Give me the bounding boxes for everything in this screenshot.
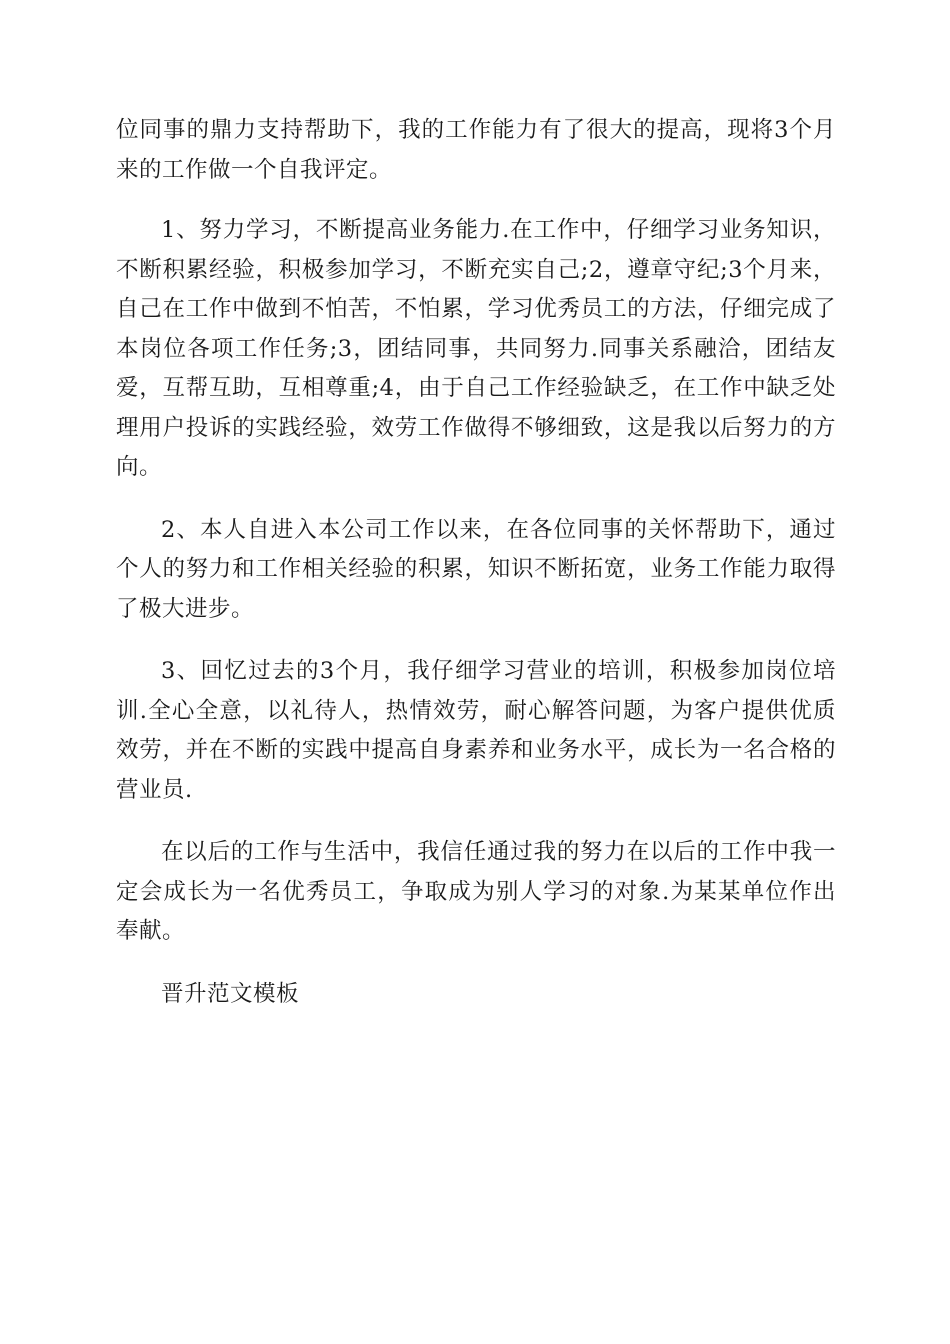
paragraph-intro-continuation: 位同事的鼎力支持帮助下，我的工作能力有了很大的提高，现将3个月来的工作做一个自我评定。: [116, 117, 836, 183]
paragraph-point-2: 2、本人自进入本公司工作以来，在各位同事的关怀帮助下，通过个人的努力和工作相关经验的积累，知识不断拓宽，业务工作能力取得了极大进步。: [116, 516, 836, 622]
paragraph-conclusion: 在以后的工作与生活中，我信任通过我的努力在以后的工作中我一定会成长为一名优秀员工，争取成为别人学习的对象.为某某单位作出奉献。: [116, 839, 836, 944]
paragraph-point-1: 1、努力学习，不断提高业务能力.在工作中，仔细学习业务知识，不断积累经验，积极参加学习，不断充实自己;2，遵章守纪;3个月来，自己在工作中做到不怕苦，不怕累，学习优秀员工的方法，仔细完成了本岗位各项工作任务;3，团结同事，共同努力.同事关系融洽，团结友爱，互帮互助，互相尊重;4，由于自己工作经验缺乏，在工作中缺乏处理用户投诉的实践经验，效劳工作做得不够细致，这是我以后努力的方向。: [116, 217, 836, 480]
document-body: [116, 111, 836, 1037]
paragraph-point-3: 3、回忆过去的3个月，我仔细学习营业的培训，积极参加岗位培训.全心全意，以礼待人，热情效劳，耐心解答问题，为客户提供优质效劳，并在不断的实践中提高自身素养和业务水平，成长为一名合格的营业员.: [116, 658, 836, 803]
section-heading-next: 晋升范文模板: [161, 980, 300, 1007]
